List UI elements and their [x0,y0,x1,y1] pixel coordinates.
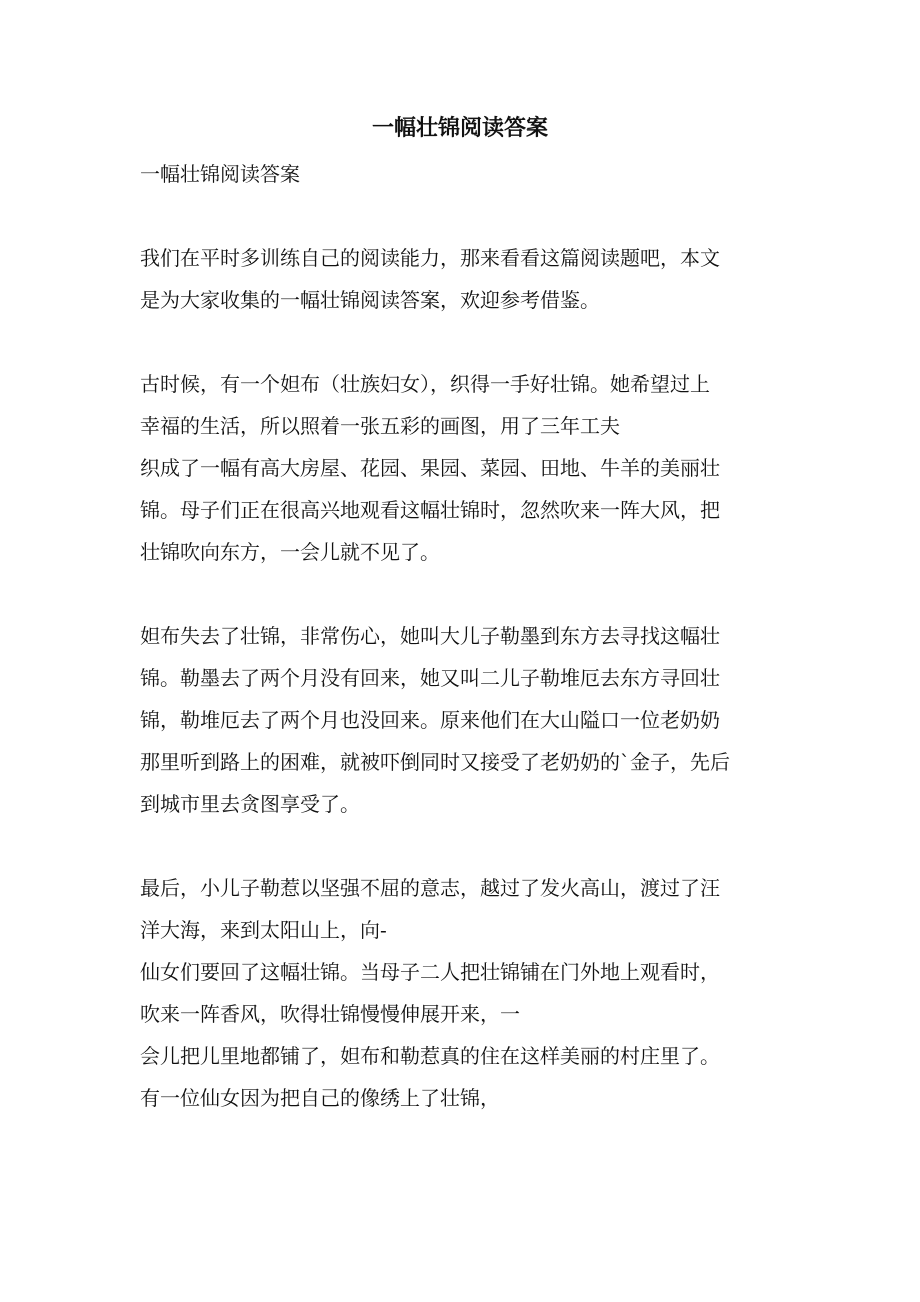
text-line: 锦。母子们正在很高兴地观看这幅壮锦时，忽然吹来一阵大风，把 [140,498,720,522]
text-line: 仙女们要回了这幅壮锦。当母子二人把壮锦铺在门外地上观看时， [140,960,720,984]
text-line: 锦。勒墨去了两个月没有回来，她又叫二儿子勒堆厄去东方寻回壮 [140,666,720,690]
text-line: 妲布失去了壮锦，非常伤心，她叫大儿子勒墨到东方去寻找这幅壮 [140,624,720,648]
text-line: 幸福的生活，所以照着一张五彩的画图，用了三年工夫 [140,414,620,438]
text-line: 是为大家收集的一幅壮锦阅读答案，欢迎参考借鉴。 [140,288,600,312]
text-line: 壮锦吹向东方，一会儿就不见了。 [140,540,440,564]
text-line: 洋大海，来到太阳山上，向- [140,918,387,942]
document-subtitle: 一幅壮锦阅读答案 [140,162,300,186]
text-line: 吹来一阵香风，吹得壮锦慢慢伸展开来，一 [140,1002,520,1026]
text-line: 到城市里去贪图享受了。 [140,792,360,816]
text-line: 会儿把儿里地都铺了，妲布和勒惹真的住在这样美丽的村庄里了。 [140,1044,720,1068]
text-line: 我们在平时多训练自己的阅读能力，那来看看这篇阅读题吧，本文 [140,246,720,270]
document-title: 一幅壮锦阅读答案 [371,115,548,141]
text-line: 最后，小儿子勒惹以坚强不屈的意志，越过了发火高山，渡过了汪 [140,876,720,900]
text-line: 织成了一幅有高大房屋、花园、果园、菜园、田地、牛羊的美丽壮 [140,456,720,480]
text-line: 古时候，有一个妲布（壮族妇女），织得一手好壮锦。她希望过上 [140,372,710,396]
text-line: 有一位仙女因为把自己的像绣上了壮锦， [140,1086,500,1110]
text-line: 那里听到路上的困难，就被吓倒同时又接受了老奶奶的`金子，先后 [140,750,730,774]
text-line: 锦，勒堆厄去了两个月也没回来。原来他们在大山隘口一位老奶奶 [140,708,720,732]
